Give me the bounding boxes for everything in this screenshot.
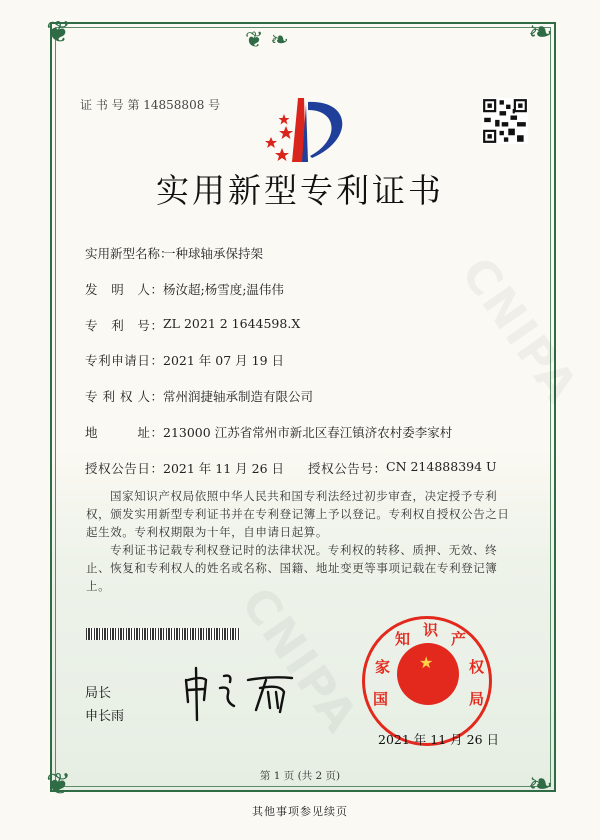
- field-grant-date: 授权公告日： 2021 年 11 月 26 日: [85, 461, 284, 476]
- footer-note: 其他事项参见续页: [252, 805, 348, 818]
- field-patentee: 专 利 权 人： 常州润捷轴承制造有限公司: [85, 389, 314, 404]
- top-ornament: ❦ ❧: [245, 28, 289, 53]
- corner-ornament: ❦: [46, 767, 72, 802]
- cnipa-logo: [262, 96, 352, 166]
- seal-date: 2021 年 11 月 26 日: [378, 732, 499, 747]
- certificate-number: 证 书 号 第 14858808 号: [80, 98, 221, 112]
- signatory-name: 申长雨: [85, 709, 125, 724]
- field-patent-number: 专 利 号： ZL 2021 2 1644598.X: [85, 316, 301, 333]
- statement-paragraph: 专利证书记载专利权登记时的法律状况。专利权的转移、质押、无效、终止、恢复和专利权人的姓名或名称、国籍、地址变更等事项记载在专利登记簿上。: [86, 543, 498, 593]
- field-announcement-number: 授权公告号： CN 214888394 U: [308, 459, 497, 476]
- field-address: 地 址： 213000 江苏省常州市新北区春江镇济农村委李家村: [85, 425, 453, 440]
- corner-ornament: ❧: [528, 767, 554, 802]
- national-emblem-icon: ★: [397, 643, 459, 705]
- field-application-date: 专利申请日： 2021 年 07 月 19 日: [85, 353, 284, 368]
- signatory-title: 局长: [85, 686, 112, 701]
- field-inventors: 发 明 人： 杨汝超;杨雪度;温伟伟: [85, 282, 284, 297]
- handwritten-signature: [180, 662, 300, 722]
- document-title: 实用新型专利证书: [156, 171, 444, 210]
- official-seal: ★ 国 家 知 识 产 权 局: [362, 616, 492, 746]
- barcode: [86, 628, 240, 640]
- corner-ornament: ❦: [46, 15, 72, 50]
- qr-code: [482, 98, 528, 144]
- statement-paragraph: 国家知识产权局依照中华人民共和国专利法经过初步审查，决定授予专利权，颁发实用新型专利证书并在专利登记簿上予以登记。专利权自授权公告之日起生效。专利权期限为十年，自申请日起算。: [86, 489, 510, 539]
- page-indicator: 第 1 页 (共 2 页): [259, 770, 341, 782]
- field-utility-model-name: 实用新型名称： 一种球轴承保持架: [85, 246, 264, 261]
- corner-ornament: ❧: [528, 15, 554, 50]
